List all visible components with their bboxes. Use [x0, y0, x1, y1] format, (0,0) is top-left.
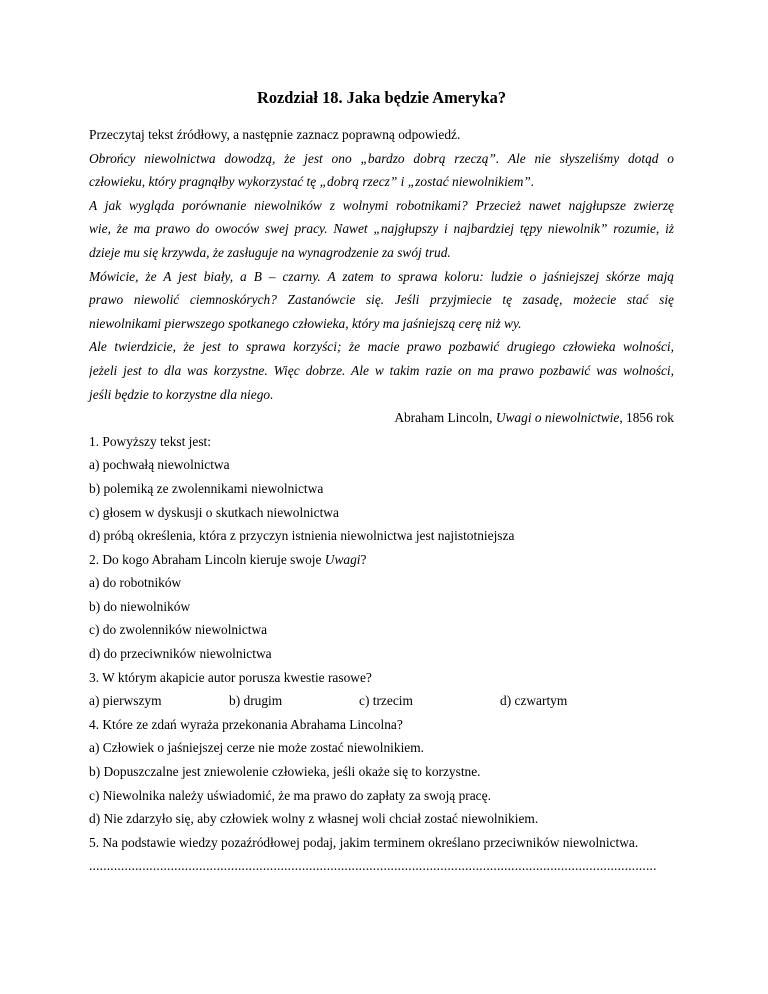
- attribution-author: Abraham Lincoln,: [394, 410, 496, 426]
- q3-option-a[interactable]: a) pierwszym: [89, 693, 162, 709]
- source-line: jeżeli jest to dla was korzystne. Więc dobrze. Ale w takim razie on ma prawo pozbawić was wolności,: [89, 362, 674, 378]
- q3-option-d[interactable]: d) czwartym: [500, 693, 568, 709]
- question-5: 5. Na podstawie wiedzy pozaźródłowej podaj, jakim terminem określano przeciwników niewolnictwa.: [89, 834, 639, 850]
- attribution-work: Uwagi o niewolnictwie: [495, 410, 620, 426]
- q1-option-a[interactable]: a) pochwałą niewolnictwa: [89, 457, 230, 473]
- q5-answer-line[interactable]: ................................................................................................................................................................: [89, 858, 657, 874]
- question-1: 1. Powyższy tekst jest:: [89, 433, 211, 449]
- q2-option-d[interactable]: d) do przeciwników niewolnictwa: [89, 646, 272, 662]
- q1-option-d[interactable]: d) próbą określenia, która z przyczyn istnienia niewolnictwa jest najistotniejsza: [89, 528, 515, 544]
- q3-option-b[interactable]: b) drugim: [229, 693, 283, 709]
- source-line: niewolnikami pierwszego spotkanego człowieka, który ma jaśniejszą cerę niż wy.: [89, 315, 522, 331]
- question-2-text: 2. Do kogo Abraham Lincoln kieruje swoje: [89, 551, 325, 567]
- worksheet-body: [89, 123, 674, 878]
- page-title: Rozdział 18. Jaka będzie Ameryka?: [256, 88, 507, 107]
- question-4: 4. Które ze zdań wyraża przekonania Abrahama Lincolna?: [89, 716, 403, 732]
- source-attribution: [89, 406, 674, 430]
- attribution-year: , 1856 rok: [619, 410, 674, 426]
- instruction-text: Przeczytaj tekst źródłowy, a następnie zaznacz poprawną odpowiedź.: [89, 127, 461, 142]
- source-line: A jak wygląda porównanie niewolników z wolnymi robotnikami? Przecież nawet najgłupsze zwierzę: [89, 197, 674, 213]
- source-line: wie, że ma prawo do owoców swej pracy. Nawet „najgłupszy i najbardziej tępy niewolnik” rozumie, iż: [89, 221, 674, 237]
- question-3: 3. W którym akapicie autor porusza kwestie rasowe?: [89, 669, 372, 685]
- q2-option-a[interactable]: a) do robotników: [89, 575, 182, 591]
- source-line: dzieje mu się krzywda, że zasługuje na wynagrodzenie za swój trud.: [89, 244, 451, 260]
- question-2-title: Uwagi: [324, 551, 361, 567]
- source-line: Obrońcy niewolnictwa dowodzą, że jest ono „bardzo dobrą rzeczą”. Ale nie słyszeliśmy dotąd o: [89, 150, 674, 166]
- q4-option-d[interactable]: d) Nie zdarzyło się, aby człowiek wolny z własnej woli chciał zostać niewolnikiem.: [89, 811, 539, 827]
- source-line: człowieku, który pragnąłby wykorzystać tę „dobrą rzecz” i „zostać niewolnikiem”.: [89, 174, 535, 190]
- question-2-mark: ?: [360, 551, 367, 567]
- source-line: Ale twierdzicie, że jest to sprawa korzyści; że macie prawo pozbawić drugiego człowieka wolności,: [89, 339, 674, 355]
- source-line: Mówicie, że A jest biały, a B – czarny. A zatem to sprawa koloru: ludzie o jaśniejszej skórze mają: [89, 268, 674, 284]
- q1-option-c[interactable]: c) głosem w dyskusji o skutkach niewolnictwa: [89, 504, 339, 520]
- source-text: [89, 147, 674, 407]
- question-2: [89, 548, 674, 572]
- source-line: jeśli będzie to korzystne dla niego.: [89, 386, 274, 402]
- source-line: prawo niewolić ciemnoskórych? Zastanówcie się. Jeśli przyjmiecie tę zasadę, możecie stać się: [89, 292, 674, 308]
- q3-option-c[interactable]: c) trzecim: [359, 693, 413, 709]
- q4-option-a[interactable]: a) Człowiek o jaśniejszej cerze nie może zostać niewolnikiem.: [89, 740, 425, 756]
- q1-option-b[interactable]: b) polemiką ze zwolennikami niewolnictwa: [89, 480, 324, 496]
- q4-option-c[interactable]: c) Niewolnika należy uświadomić, że ma prawo do zapłaty za swoją pracę.: [89, 787, 491, 803]
- q2-option-c[interactable]: c) do zwolenników niewolnictwa: [89, 622, 268, 638]
- q4-option-b[interactable]: b) Dopuszczalne jest zniewolenie człowieka, jeśli okaże się to korzystne.: [89, 764, 481, 780]
- q3-options-row: [89, 689, 674, 713]
- q2-option-b[interactable]: b) do niewolników: [89, 598, 191, 614]
